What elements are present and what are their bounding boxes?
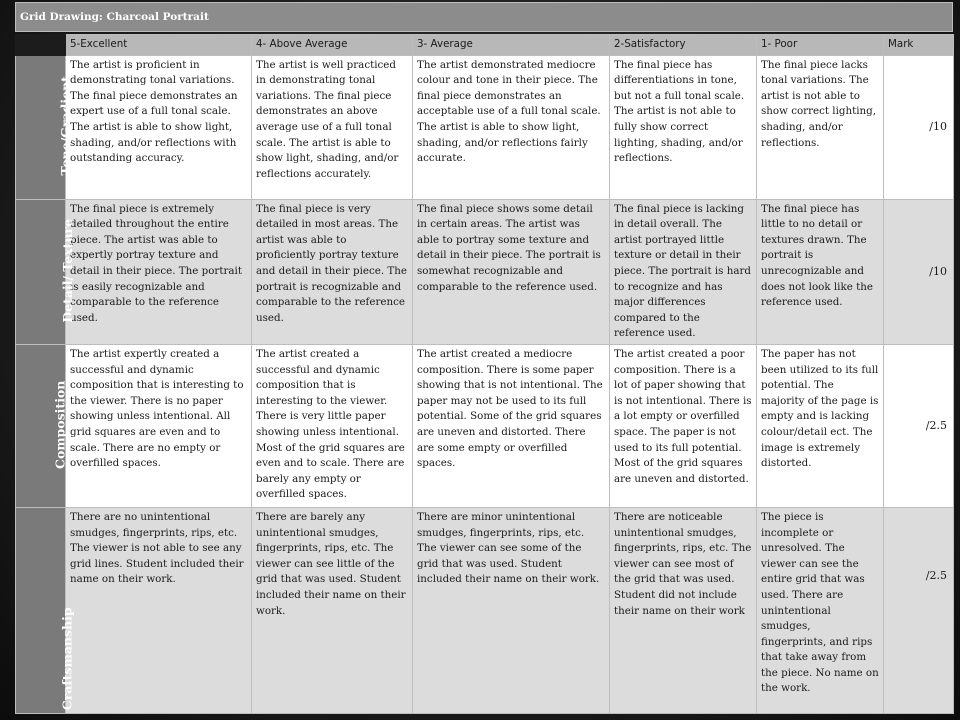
- header-above-average: 4- Above Average: [252, 35, 413, 56]
- header-corner: [16, 35, 66, 56]
- cell-composition-excellent: The artist expertly created a successful and dynamic composition that is interesting to the viewer. There is no paper showing unless intentional. All grid squares are even and to scale. There are no empty or overfilled spaces.: [66, 344, 252, 507]
- header-average: 3- Average: [413, 35, 610, 56]
- cell-craft-excellent: There are no unintentional smudges, fingerprints, rips, etc. The viewer is not able to see any grid lines. Student included their name on their work.: [66, 507, 252, 713]
- cell-detail-satisfactory: The final piece is lacking in detail overall. The artist portrayed little texture or detail in their piece. The portrait is hard to recognize and has major differences compared to the reference used.: [610, 199, 757, 344]
- cell-craft-average: There are minor unintentional smudges, fingerprints, rips, etc. The viewer can see some of the grid that was used. Student included their name on their work.: [413, 507, 610, 713]
- cell-detail-above-average: The final piece is very detailed in most areas. The artist was able to proficiently portray texture and detail in their piece. The portrait is recognizable and comparable to the reference used.: [252, 199, 413, 344]
- mark-tone: /10: [884, 55, 954, 199]
- rubric-title: Grid Drawing: Charcoal Portrait: [15, 2, 953, 32]
- header-excellent: 5-Excellent: [66, 35, 252, 56]
- header-row: [16, 35, 954, 56]
- row-composition: [16, 344, 954, 507]
- cell-composition-average: The artist created a mediocre composition. There is some paper showing that is not intentional. The paper may not be used to its full potential. Some of the grid squares are uneven and distorted. There are some empty or overfilled spaces.: [413, 344, 610, 507]
- row-detail-texture: [16, 199, 954, 344]
- mark-craft: /2.5: [884, 507, 954, 713]
- rubric-frame: [15, 2, 955, 711]
- cell-craft-poor: The piece is incomplete or unresolved. The viewer can see the entire grid that was used. There are unintentional smudges, fingerprints, and rips that take away from the piece. No name on the work.: [757, 507, 884, 713]
- cell-tone-above-average: The artist is well practiced in demonstrating tonal variations. The final piece demonstrates an above average use of a full tonal scale. The artist is able to show light, shading, and/or reflections accurately.: [252, 55, 413, 199]
- row-label-detail-texture: Detail/ Texture: [16, 199, 66, 344]
- cell-craft-above-average: There are barely any unintentional smudges, fingerprints, rips, etc. The viewer can see little of the grid that was used. Student included their name on their work.: [252, 507, 413, 713]
- cell-craft-satisfactory: There are noticeable unintentional smudges, fingerprints, rips, etc. The viewer can see most of the grid that was used. Student did not include their name on their work: [610, 507, 757, 713]
- rubric-table: [15, 34, 954, 714]
- mark-composition: /2.5: [884, 344, 954, 507]
- cell-tone-average: The artist demonstrated mediocre colour and tone in their piece. The final piece demonstrates an acceptable use of a full tonal scale. The artist is able to show light, shading, and/or reflections fairly accurate.: [413, 55, 610, 199]
- cell-detail-average: The final piece shows some detail in certain areas. The artist was able to portray some texture and detail in their piece. The portrait is somewhat recognizable and comparable to the reference used.: [413, 199, 610, 344]
- row-tone-gradient: [16, 55, 954, 199]
- cell-composition-poor: The paper has not been utilized to its full potential. The majority of the page is empty and is lacking colour/detail ect. The image is extremely distorted.: [757, 344, 884, 507]
- row-label-composition: Composition: [16, 344, 66, 507]
- header-mark: Mark: [884, 35, 954, 56]
- cell-tone-satisfactory: The final piece has differentiations in tone, but not a full tonal scale. The artist is not able to fully show correct lighting, shading, and/or reflections.: [610, 55, 757, 199]
- mark-detail: /10: [884, 199, 954, 344]
- cell-composition-satisfactory: The artist created a poor composition. There is a lot of paper showing that is not intentional. There is a lot empty or overfilled space. The paper is not used to its full potential. Most of the grid squares are uneven and distorted.: [610, 344, 757, 507]
- row-label-tone-gradient: Tone/Gradient: [16, 55, 66, 199]
- cell-composition-above-average: The artist created a successful and dynamic composition that is interesting to the viewer. There is very little paper showing unless intentional. Most of the grid squares are even and to scale. There are barely any empty or overfilled spaces.: [252, 344, 413, 507]
- cell-tone-excellent: The artist is proficient in demonstrating tonal variations. The final piece demonstrates an expert use of a full tonal scale. The artist is able to show light, shading, and/or reflections with outstanding accuracy.: [66, 55, 252, 199]
- row-label-craftsmanship: Craftsmanship: [16, 507, 66, 713]
- cell-detail-excellent: The final piece is extremely detailed throughout the entire piece. The artist was able to expertly portray texture and detail in their piece. The portrait is easily recognizable and comparable to the reference used.: [66, 199, 252, 344]
- header-poor: 1- Poor: [757, 35, 884, 56]
- cell-detail-poor: The final piece has little to no detail or textures drawn. The portrait is unrecognizable and does not look like the reference used.: [757, 199, 884, 344]
- header-satisfactory: 2-Satisfactory: [610, 35, 757, 56]
- cell-tone-poor: The final piece lacks tonal variations. The artist is not able to show correct lighting, shading, and/or reflections.: [757, 55, 884, 199]
- row-craftsmanship: [16, 507, 954, 713]
